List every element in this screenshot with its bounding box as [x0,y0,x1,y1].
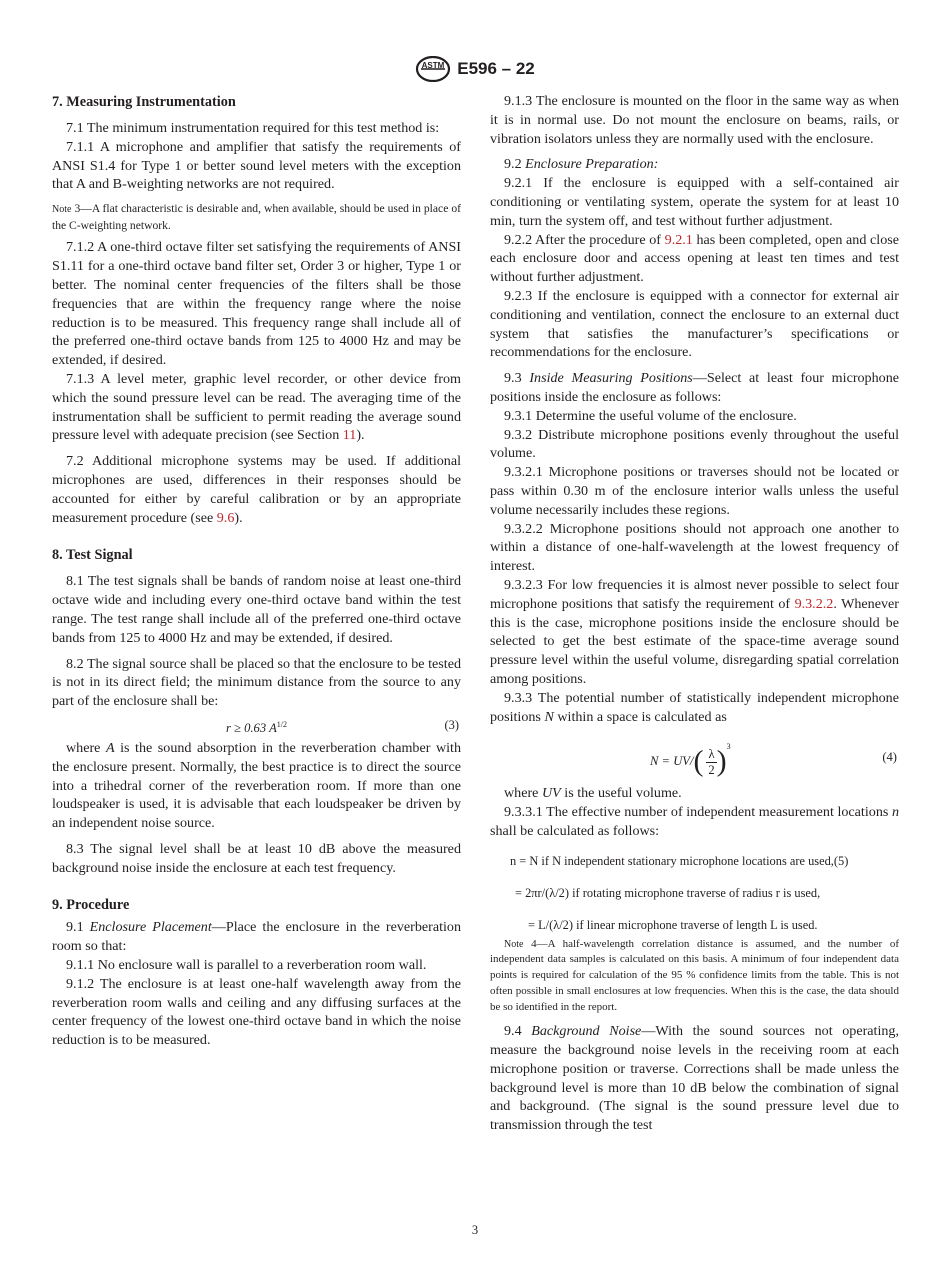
para-9-3-heading: Inside Measuring Positions [529,370,693,387]
equation-5-line-2: = 2πr/(λ/2) if rotating microphone traverse of radius r is used, [515,885,821,900]
para-9-3-2-3-text: 9.3.2.3 For low frequencies it is almost never possible to select four microphone positions that satisfy the requirement of [490,576,899,612]
where-uv-text: where [504,785,542,802]
equation-5-line-1: n = N if N independent stationary microphone locations are used, [510,853,834,868]
para-9-1-num: 9.1 [66,919,90,936]
equation-5 [490,841,899,937]
section-9-2-1-link[interactable]: 9.2.1 [664,231,693,248]
para-9-3-text: —Select at least four microphone positions inside the enclosure as follows: [490,370,900,405]
section-11-link[interactable]: 11 [342,427,357,444]
page-number: 3 [471,1223,479,1237]
where-uv [490,784,899,803]
var-N: N [544,708,554,725]
section-9-3-2-2-link[interactable]: 9.3.2.2 [794,595,834,612]
para-7-1: 7.1 The minimum instrumentation required for this test method is: [66,120,440,136]
para-9-3-2-2: 9.3.2.2 Microphone positions should not approach one another to within a distance of one-half-wavelength at the lowest frequency of interest. [490,520,899,575]
para-9-3-3-1-end: shall be calculated as follows: [490,822,660,839]
para-7-1-3-text: 7.1.3 A level meter, graphic level recorder, or other device from which the sound pressure level can be read. The averaging time of the instrumentation shall be sufficient to permit reading the average sound pressure level with adequate precision (see Section [52,370,461,444]
para-8-2: 8.2 The signal source shall be placed so that the enclosure to be tested is not in its direct field; the minimum distance from the source to any part of the enclosure shall be: [52,655,461,710]
para-9-4-heading: Background Noise [531,1023,642,1040]
equation-4-fraction-den: 2 [708,762,715,777]
equation-4-number: (4) [882,750,897,765]
para-9-1-2: 9.1.2 The enclosure is at least one-half wavelength away from the reverberation room walls and ceiling and any diffusing surfaces at the center frequency of the lowest one-third octave band in which the noise reduction is to be measured. [52,975,461,1049]
equation-3 [52,714,461,736]
equation-4-exponent: 3 [726,742,731,752]
para-9-3-3 [490,689,899,727]
equation-3-formula: r ≥ 0.63 A [226,721,277,736]
para-9-1-1: 9.1.1 No enclosure wall is parallel to a reverberation room wall. [66,957,427,974]
equation-3-exponent: 1/2 [276,719,287,729]
section-8-title: 8. Test Signal [52,547,133,564]
section-9-title: 9. Procedure [52,897,130,914]
para-7-2 [52,452,461,527]
where-text: where [66,739,106,756]
note-4 [490,937,899,1016]
para-7-1-3-end: ). [356,427,365,444]
astm-logo-icon [415,56,451,82]
para-9-1 [52,918,461,956]
page-header [0,55,950,83]
para-9-3-num: 9.3 [504,370,530,387]
section-7-title: 7. Measuring Instrumentation [52,94,236,110]
para-8-2-where [52,739,461,833]
para-9-2-num: 9.2 [504,156,526,173]
para-9-3-2-3-end: . Whenever this is the case, microphone positions inside the enclosure should be selected to get the best estimate of the space-time average sound pressure level within the useful volume, disregarding spatial correlation among positions. [490,595,899,687]
para-9-3-3-end: within a space is calculated as [553,708,727,725]
section-9-6-link[interactable]: 9.6 [216,509,235,526]
document-id: E596 – 22 [457,59,535,78]
para-9-2-1: 9.2.1 If the enclosure is equipped with a self-contained air conditioning or ventilating system, operate the system for at least 10 min, turn the system off, and test without further adjustment. [490,175,899,229]
where-uv-desc: is the useful volume. [560,785,682,802]
left-column [52,92,461,1050]
para-9-3-2-3 [490,576,899,689]
para-9-1-3: 9.1.3 The enclosure is mounted on the floor in the same way as when it is in normal use. Do not mount the enclosure on beams, rails, or vibration isolators unless they are normally used with the enclosure. [490,93,899,147]
para-9-1-heading: Enclosure Placement [89,919,212,936]
var-n: n [891,804,899,821]
para-7-1-2: 7.1.2 A one-third octave filter set satisfying the requirements of ANSI S1.11 for a one-third octave band filter set, Order 3 or higher, Type 1 or better. The nominal center frequencies of the filters shall be those frequencies that are within the frequency range where the noise reduction is to be measured. This frequency range shall include all of the preferred one-third octave bands from 125 to 4000 Hz and may be extended, if desired. [52,239,461,369]
para-9-3-3-text: 9.3.3 The potential number of statistically independent microphone positions [490,689,899,725]
para-9-3-2: 9.3.2 Distribute microphone positions evenly throughout the useful volume. [490,426,899,462]
para-9-3-1: 9.3.1 Determine the useful volume of the enclosure. [504,407,797,424]
note-4-label: Note [504,938,524,950]
right-column [490,92,899,1135]
para-9-4 [490,1022,899,1135]
para-7-2-text: 7.2 Additional microphone systems may be used. If additional microphones are used, differences in their responses should be accounted for either by careful calibration or by an appropriate measurement procedure (see [52,453,461,526]
para-9-2 [490,155,899,174]
para-9-3-2-1: 9.3.2.1 Microphone positions or traverses should not be located or pass within 0.30 m of the enclosure interior walls unless the useful volume necessarily includes these regions. [490,464,899,518]
note-3-text: 3—A flat characteristic is desirable and, when available, should be used in place of the C-weighting network. [52,202,461,232]
note-3 [52,201,461,233]
where-desc: is the sound absorption in the reverberation chamber with the enclosure present. Normally, the best practice is to direct the source into a trihedral corner of the reverberation room. If more than one loudspeaker is used, it is advisable that each loudspeaker be driven by an independent noise source. [52,739,462,832]
para-9-3 [490,369,899,407]
para-9-2-2-text: 9.2.2 After the procedure of [504,231,665,248]
para-9-2-3: 9.2.3 If the enclosure is equipped with a connector for external air conditioning and ventilation, connect the enclosure to an external duct system that satisfies the manufacturer’s specifications or recommendations for the enclosure. [490,287,899,361]
para-7-1-3 [52,370,461,445]
svg-text:ASTM: ASTM [421,61,445,70]
equation-4-lhs: N = UV/ [650,754,694,769]
para-9-1-text: —Place the enclosure in the reverberation room so that: [52,919,461,955]
note-3-label: Note [52,204,72,216]
para-9-2-2 [490,231,899,287]
para-7-2-end: ). [234,509,243,526]
para-9-2-2-end: has been completed, open and close each enclosure door and access opening at least ten times and test without further adjustment. [490,231,900,286]
para-7-1-1: 7.1.1 A microphone and amplifier that satisfy the requirements of ANSI S1.4 for Type 1 or better sound level meters with the exception that A and B-weighting networks are not required. [52,138,461,193]
para-8-3: 8.3 The signal level shall be at least 10 dB above the measured background noise inside the enclosure at each test frequency. [52,840,461,876]
equation-3-number: (3) [444,717,459,732]
note-4-text: 4—A half-wavelength correlation distance is assumed, and the number of independent data samples is calculated on this basis. A minimum of four independent data points is required for calculation of the 95 % confidence limits from the table. This is not often possible in small enclosures at low frequencies. When this is the case, the data should be so identified in the report. [490,937,899,1013]
equation-5-line-3: = L/(λ/2) if linear microphone traverse of length L is used. [528,917,818,932]
where-var-a: A [105,739,115,756]
equation-4-fraction-num: λ [708,746,715,761]
equation-4: N = UV/( $\frac{\lambda}{2}$ )$^3$ (4) [650,742,897,778]
para-8-1: 8.1 The test signals shall be bands of random noise at least one-third octave wide and including every one-third octave band within the test range. The test range shall include all of the preferred one-third octave bands from 125 to 4000 Hz and may be extended, if desired. [52,573,461,646]
para-9-3-3-1 [490,803,899,841]
para-9-4-num: 9.4 [504,1023,532,1040]
para-9-4-text: —With the sound sources not operating, measure the background noise levels in the receiving room at each microphone position or traverse. Corrections shall be made unless the background level is more than 10 dB below the combination of signal and background. (The signal is the sound pressure level due to transmission through the test [490,1023,899,1134]
equation-5-number: (5) [833,853,849,868]
var-UV: UV [541,785,561,802]
para-9-3-3-1-text: 9.3.3.1 The effective number of independent measurement locations [504,804,892,821]
para-9-2-heading: Enclosure Preparation: [525,156,659,173]
